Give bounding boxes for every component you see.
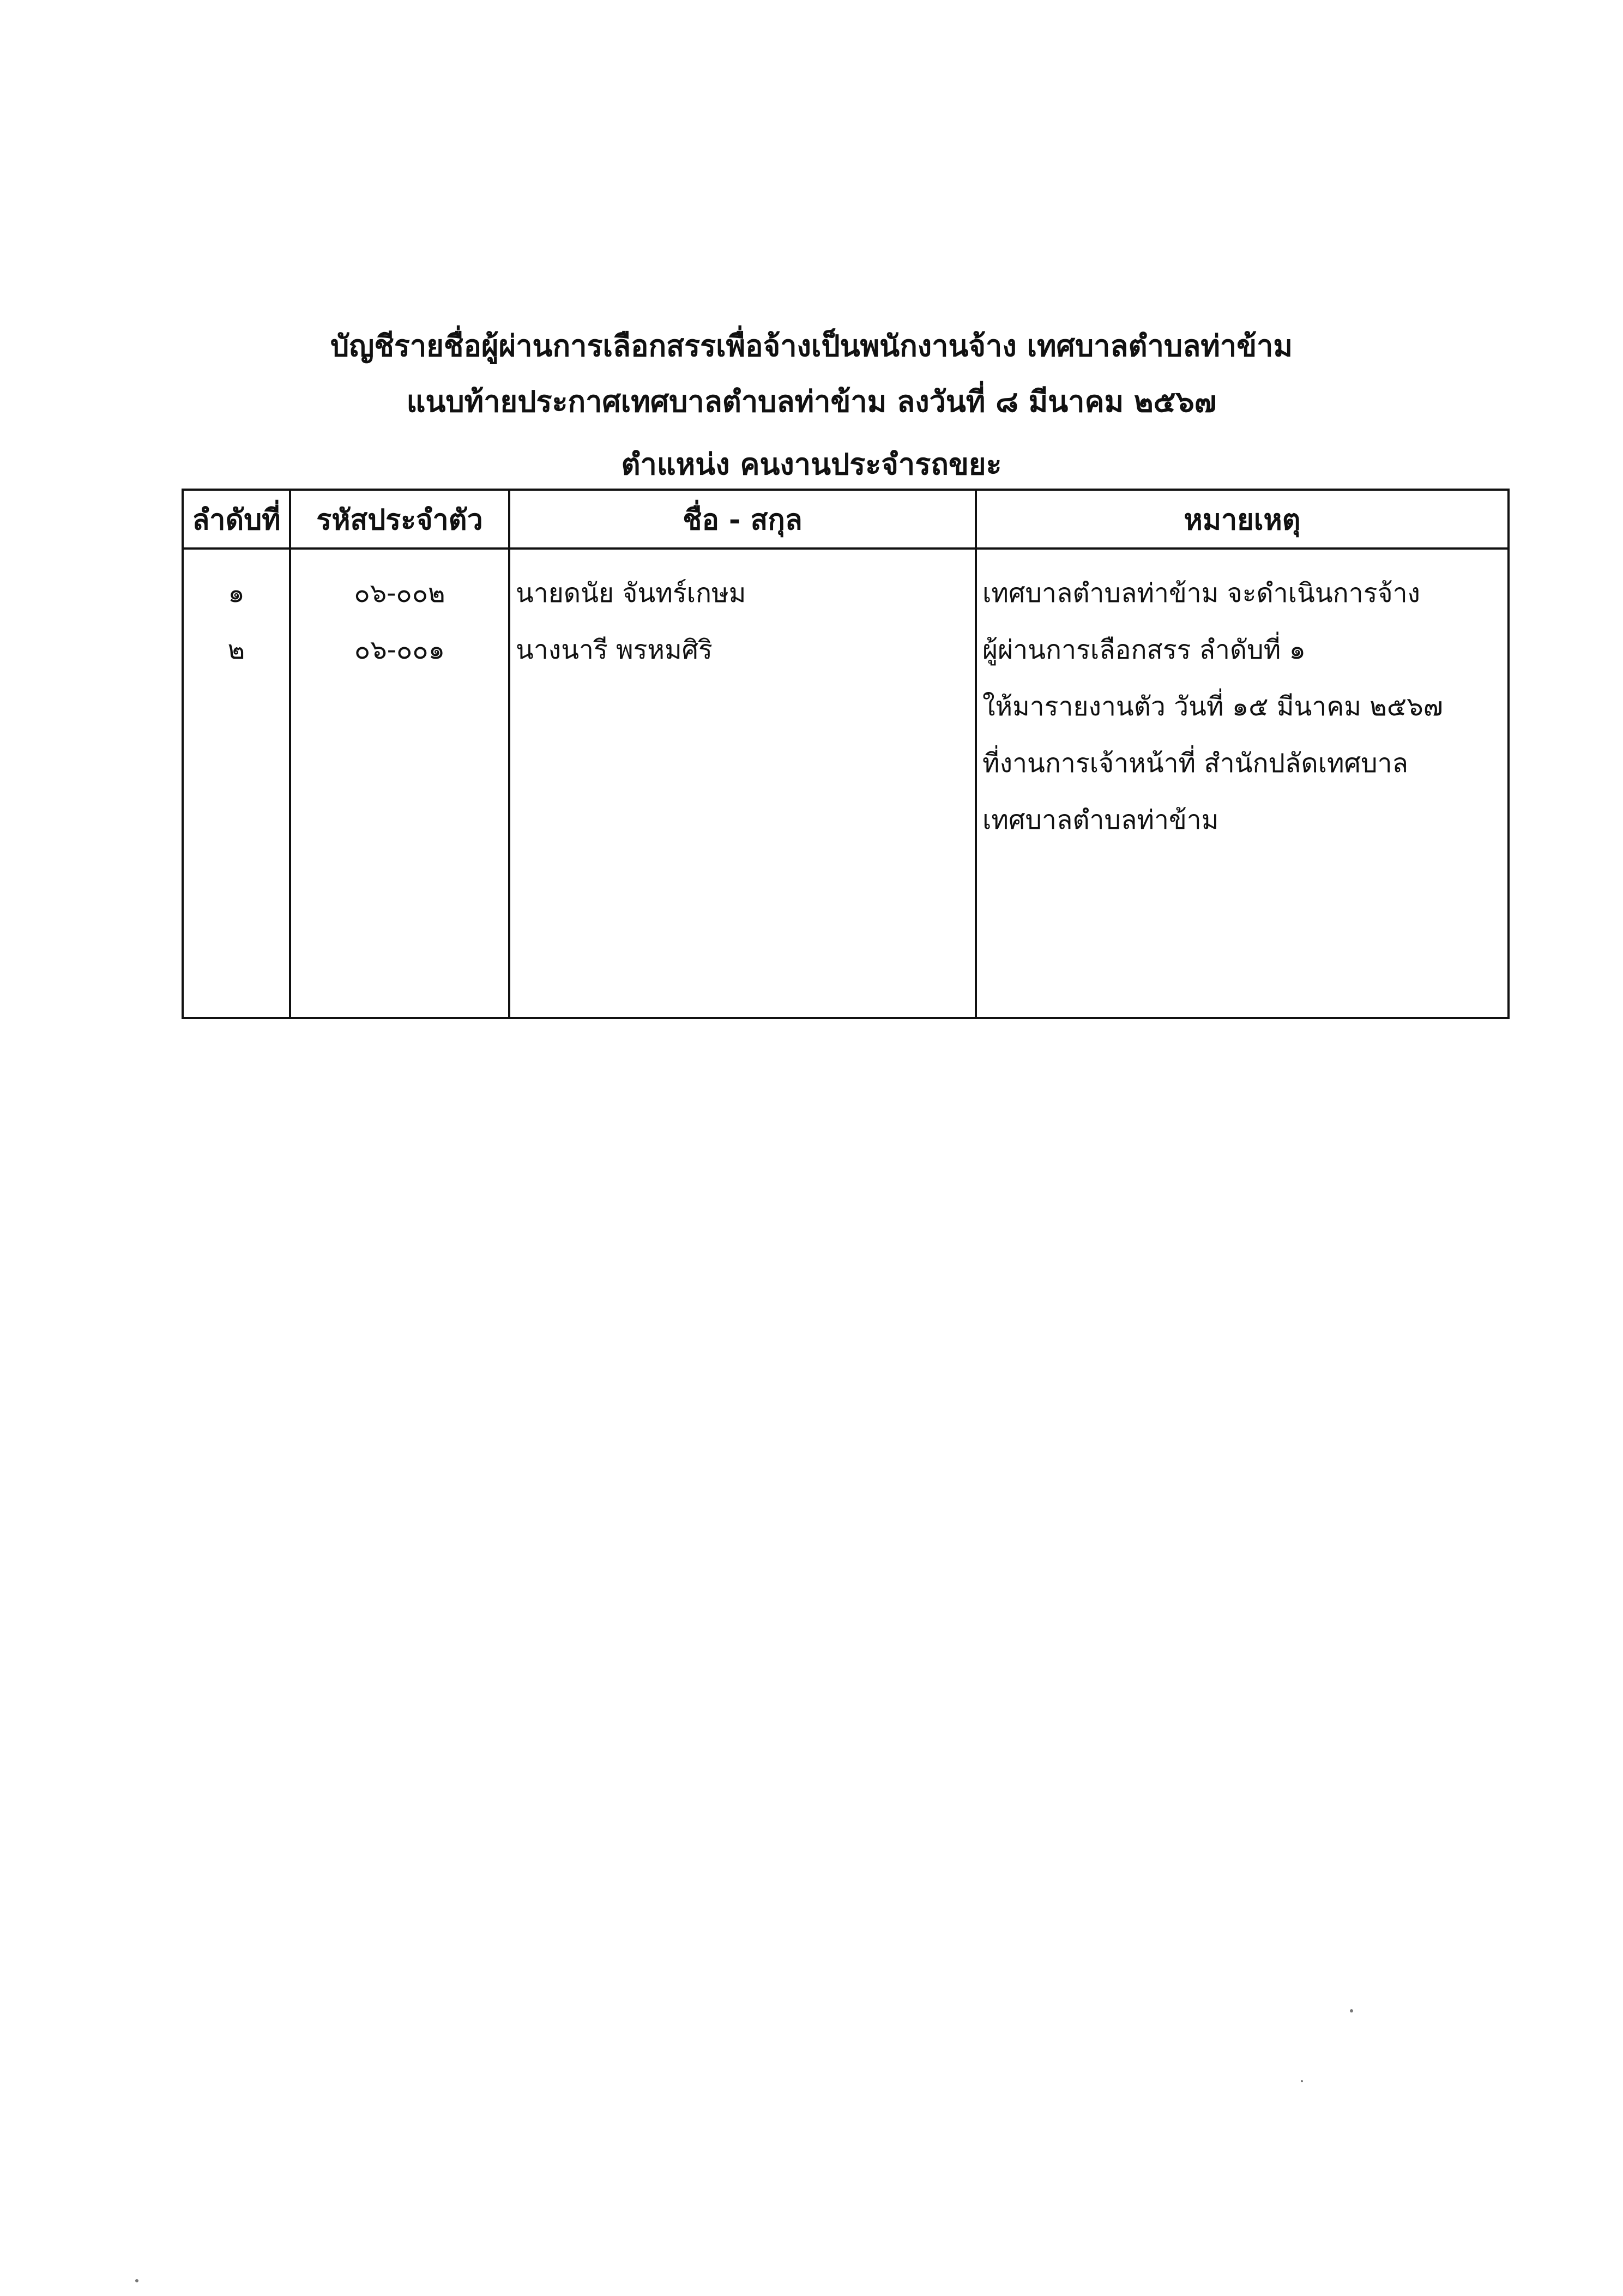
header-remark: หมายเหตุ bbox=[976, 490, 1509, 549]
scan-speck bbox=[1301, 2080, 1303, 2082]
header-code: รหัสประจำตัว bbox=[290, 490, 509, 549]
candidate-table bbox=[182, 489, 1510, 1019]
document-title: บัญชีรายชื่อผู้ผ่านการเลือกสรรเพื่อจ้างเป็นพนักงานจ้าง เทศบาลตำบลท่าข้าม bbox=[330, 329, 1293, 363]
table-header-row bbox=[183, 490, 1509, 549]
row-name: นางนารี พรหมศิริ bbox=[516, 635, 713, 665]
header-name: ชื่อ - สกุล bbox=[509, 490, 976, 549]
remark-line: ที่งานการเจ้าหน้าที่ สำนักปลัดเทศบาล bbox=[982, 748, 1408, 779]
row-code: ๐๖-๐๐๒ bbox=[354, 578, 445, 608]
remark-line: เทศบาลตำบลท่าข้าม bbox=[982, 805, 1219, 835]
row-order: ๑ bbox=[228, 578, 245, 608]
remark-cell bbox=[976, 549, 1509, 1018]
row-code: ๐๖-๐๐๑ bbox=[354, 635, 445, 665]
table-row bbox=[183, 549, 1509, 1018]
document-subtitle: แนบท้ายประกาศเทศบาลตำบลท่าข้าม ลงวันที่ ๘ มีนาคม ๒๕๖๗ bbox=[406, 384, 1217, 419]
header-order: ลำดับที่ bbox=[183, 490, 290, 549]
code-cell bbox=[290, 549, 509, 1018]
position-title: ตำแหน่ง คนงานประจำรถขยะ bbox=[621, 447, 1002, 481]
name-cell bbox=[509, 549, 976, 1018]
order-cell bbox=[183, 549, 290, 1018]
scan-speck bbox=[135, 2279, 138, 2282]
remark-line: เทศบาลตำบลท่าข้าม จะดำเนินการจ้าง bbox=[982, 578, 1420, 608]
row-order: ๒ bbox=[227, 635, 245, 665]
remark-line: ให้มารายงานตัว วันที่ ๑๕ มีนาคม ๒๕๖๗ bbox=[982, 691, 1443, 722]
remark-line: ผู้ผ่านการเลือกสรร ลำดับที่ ๑ bbox=[982, 635, 1306, 665]
row-name: นายดนัย จันทร์เกษม bbox=[516, 578, 746, 608]
scan-speck bbox=[1350, 2009, 1353, 2012]
